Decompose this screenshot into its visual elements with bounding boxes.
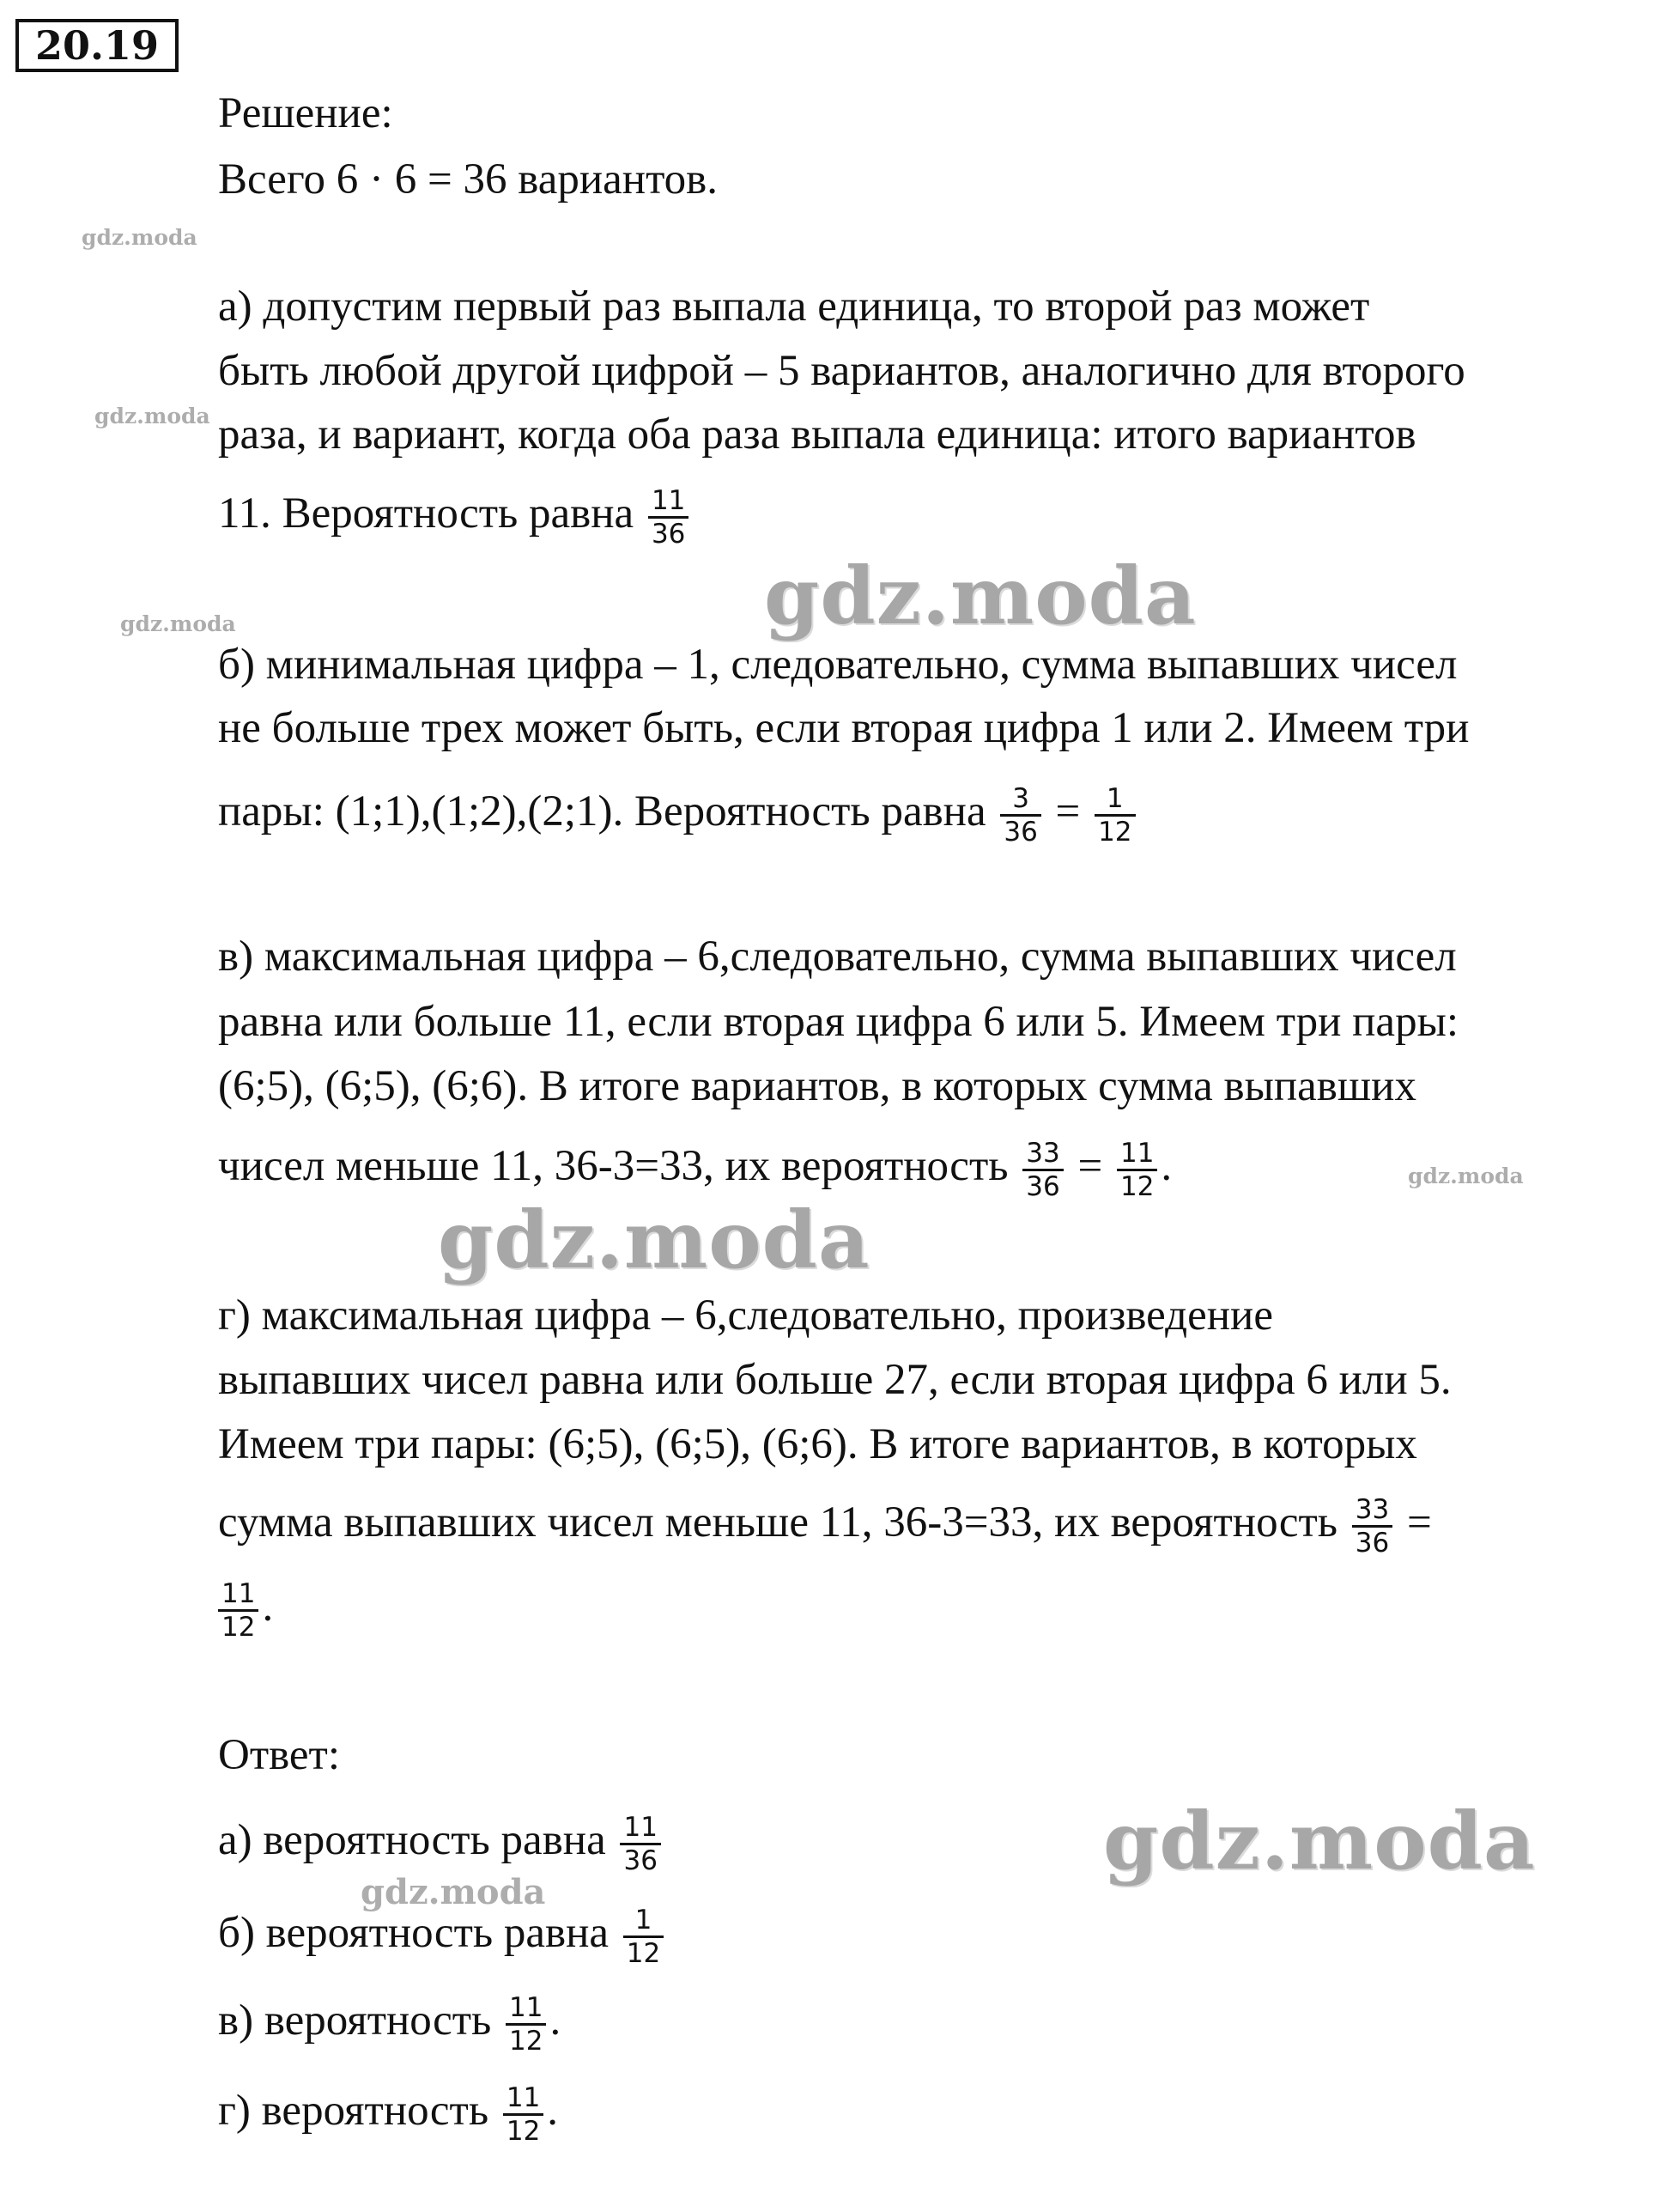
part-a-line-3: раза, и вариант, когда оба раза выпала единица: итого вариантов xyxy=(218,410,1416,459)
part-v-line-4 xyxy=(218,1138,1172,1202)
watermark-large: gdz.moda xyxy=(438,1194,870,1286)
part-v-line-3: (6;5), (6;5), (6;6). В итоге вариантов, в которых сумма выпавших xyxy=(218,1062,1416,1110)
period: . xyxy=(262,1583,274,1632)
part-g-text: сумма выпавших чисел меньше 11, 36-3=33, их вероятность xyxy=(218,1498,1338,1547)
part-b-line-3 xyxy=(218,783,1139,848)
answer-fraction xyxy=(503,2082,543,2147)
part-v-text: чисел меньше 11, 36-3=33, их вероятность xyxy=(218,1142,1009,1191)
part-v-line-1: в) максимальная цифра – 6,следовательно, сумма выпавших чисел xyxy=(218,933,1457,981)
fraction-denominator: 12 xyxy=(221,1612,256,1643)
fraction-denominator: 12 xyxy=(509,2026,543,2057)
answer-end: . xyxy=(547,2087,559,2136)
fraction-numerator: 1 xyxy=(1095,783,1135,817)
fraction-denominator: 12 xyxy=(1119,1171,1155,1202)
part-g-fraction-1 xyxy=(1352,1494,1392,1559)
part-a-line-1: а) допустим первый раз выпала единица, то второй раз может xyxy=(218,283,1370,331)
part-v-fraction-2 xyxy=(1117,1138,1157,1202)
fraction-denominator: 12 xyxy=(1098,817,1132,848)
watermark-large: gdz.moda xyxy=(764,550,1197,642)
fraction-numerator: 11 xyxy=(503,2082,543,2116)
watermark-small: gdz.moda xyxy=(1408,1164,1524,1188)
equals-sign: = xyxy=(1055,787,1081,836)
part-g-line-1: г) максимальная цифра – 6,следовательно, произведение xyxy=(218,1291,1273,1340)
part-g-line-5 xyxy=(218,1578,273,1643)
watermark-small: gdz.moda xyxy=(94,404,210,428)
answer-a xyxy=(218,1812,664,1876)
equals-sign: = xyxy=(1077,1142,1103,1191)
fraction-denominator: 36 xyxy=(1004,817,1038,848)
fraction-numerator: 11 xyxy=(1117,1138,1157,1171)
answer-fraction xyxy=(623,1905,664,1969)
answer-g xyxy=(218,2082,558,2147)
part-g-line-4 xyxy=(218,1494,1432,1559)
watermark-medium: gdz.moda xyxy=(361,1872,546,1912)
part-a-line-2: быть любой другой цифрой – 5 вариантов, аналогично для второго xyxy=(218,347,1465,395)
equals-sign: = xyxy=(1407,1498,1432,1547)
answer-end: . xyxy=(549,1996,561,2045)
answer-text: а) вероятность равна xyxy=(218,1816,606,1865)
answer-b xyxy=(218,1905,667,1969)
part-g-line-3: Имеем три пары: (6;5), (6;5), (6;6). В итоге вариантов, в которых xyxy=(218,1420,1417,1468)
fraction-numerator: 3 xyxy=(1000,783,1040,817)
part-v-line-2: равна или больше 11, если вторая цифра 6 или 5. Имеем три пары: xyxy=(218,998,1459,1046)
fraction-numerator: 11 xyxy=(648,485,688,519)
answer-label: Ответ: xyxy=(218,1731,340,1779)
part-b-fraction-2 xyxy=(1095,783,1135,848)
problem-number: 20.19 xyxy=(15,19,179,72)
fraction-denominator: 36 xyxy=(651,519,686,550)
part-b-line-2: не больше трех может быть, если вторая цифра 1 или 2. Имеем три xyxy=(218,704,1470,752)
fraction-denominator: 12 xyxy=(506,2116,541,2147)
answer-text: в) вероятность xyxy=(218,1996,492,2045)
answer-text: г) вероятность xyxy=(218,2087,489,2136)
answer-v xyxy=(218,1992,561,2057)
watermark-large: gdz.moda xyxy=(1103,1795,1536,1887)
fraction-denominator: 36 xyxy=(1355,1528,1390,1559)
part-b-text: пары: (1;1),(1;2),(2;1). Вероятность равна xyxy=(218,787,986,836)
total-line: Всего 6 · 6 = 36 вариантов. xyxy=(218,155,719,204)
fraction-denominator: 36 xyxy=(623,1845,658,1876)
part-b-line-1: б) минимальная цифра – 1, следовательно, сумма выпавших чисел xyxy=(218,641,1458,689)
part-a-line-4 xyxy=(218,485,692,550)
fraction-numerator: 33 xyxy=(1022,1138,1063,1171)
fraction-numerator: 33 xyxy=(1352,1494,1392,1528)
part-g-fraction-2 xyxy=(218,1578,258,1643)
watermark-small: gdz.moda xyxy=(120,611,236,636)
fraction-numerator: 11 xyxy=(620,1812,660,1845)
part-g-line-2: выпавших чисел равна или больше 27, если вторая цифра 6 или 5. xyxy=(218,1356,1452,1404)
answer-fraction xyxy=(506,1992,546,2057)
period: . xyxy=(1161,1142,1173,1191)
answer-text: б) вероятность равна xyxy=(218,1909,610,1958)
fraction-numerator: 11 xyxy=(218,1578,258,1612)
fraction-numerator: 11 xyxy=(506,1992,546,2026)
part-b-fraction-1 xyxy=(1000,783,1040,848)
part-a-fraction xyxy=(648,485,688,550)
solution-label: Решение: xyxy=(218,89,393,137)
watermark-small: gdz.moda xyxy=(82,225,197,250)
fraction-numerator: 1 xyxy=(623,1905,664,1938)
fraction-denominator: 12 xyxy=(626,1938,661,1969)
part-a-text: 11. Вероятность равна xyxy=(218,489,634,538)
fraction-denominator: 36 xyxy=(1026,1171,1060,1202)
part-v-fraction-1 xyxy=(1022,1138,1063,1202)
answer-fraction xyxy=(620,1812,660,1876)
